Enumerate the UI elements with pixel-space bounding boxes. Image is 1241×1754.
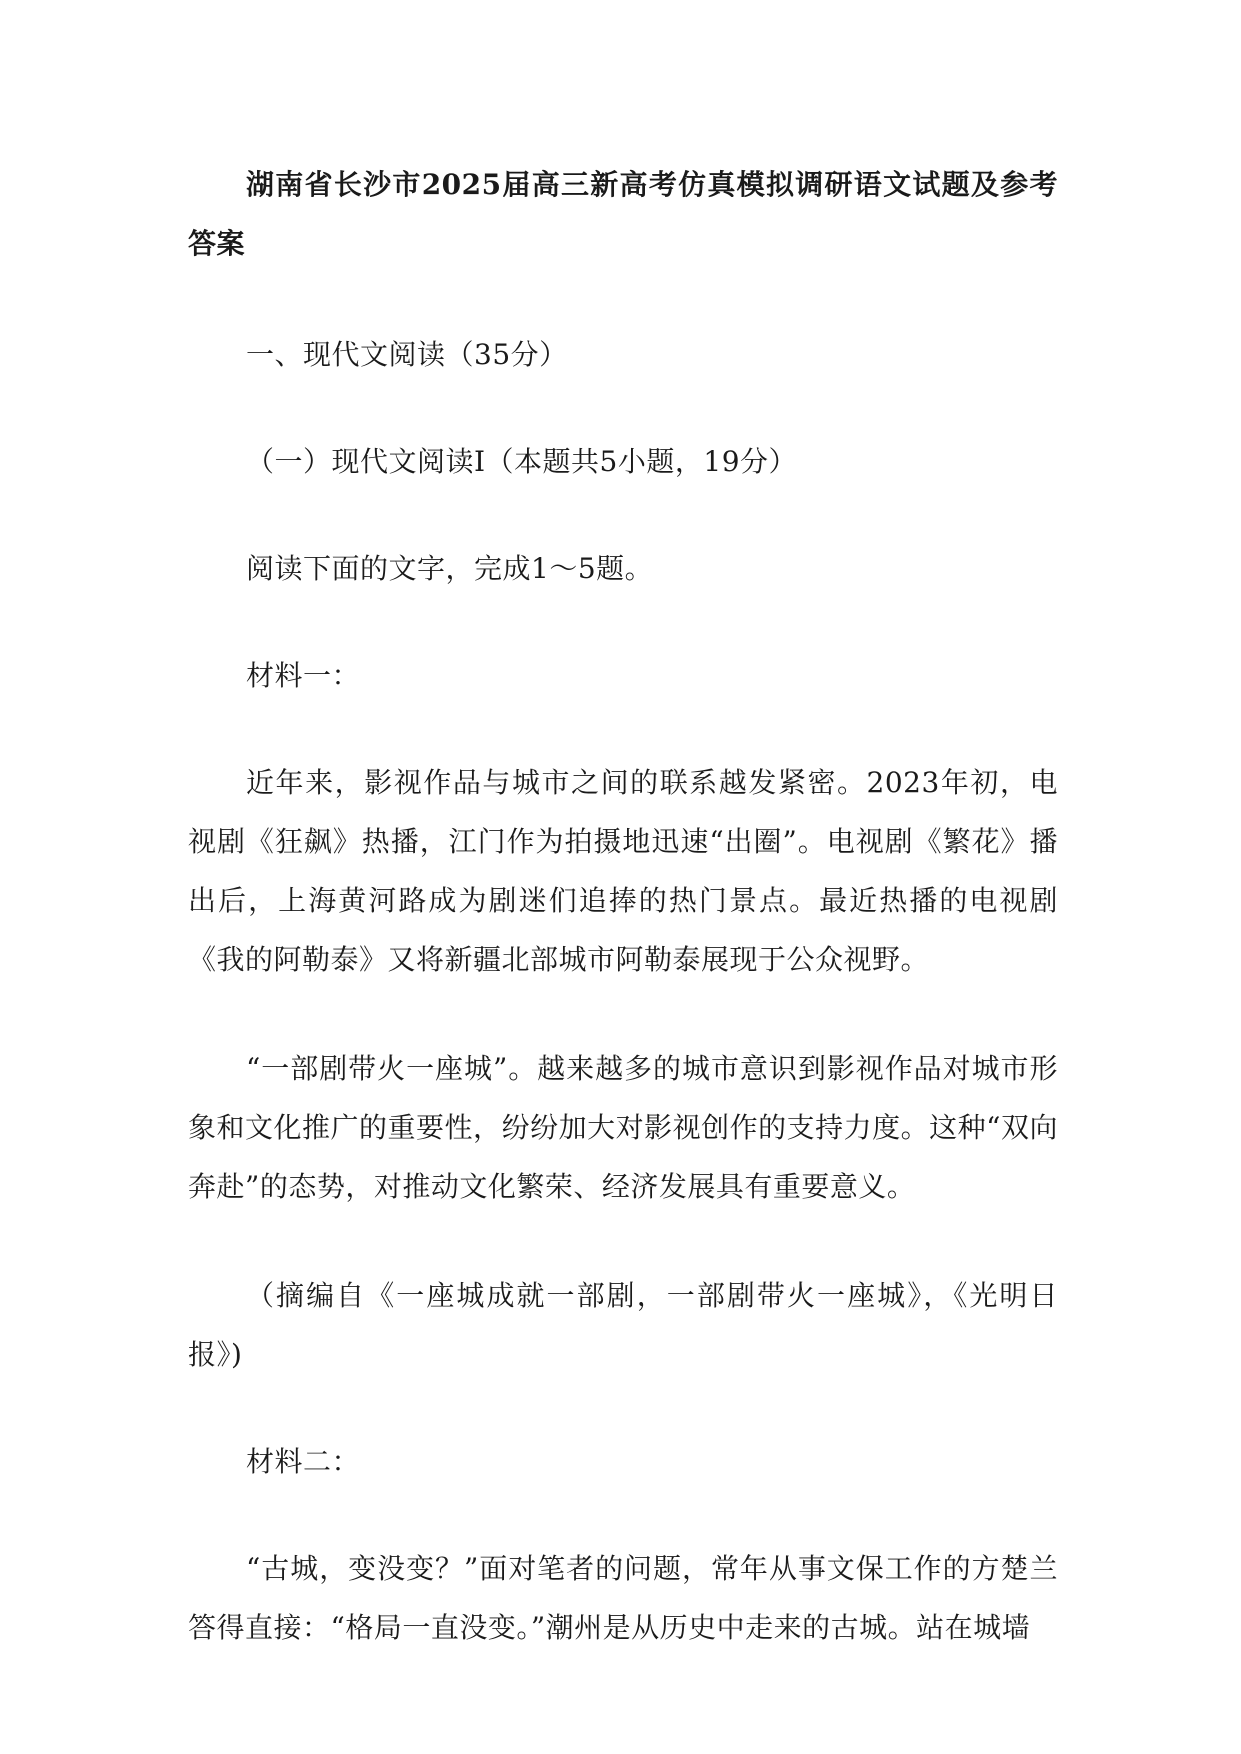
reading-instruction: 阅读下面的文字，完成1～5题。 — [246, 552, 654, 585]
material-one-paragraph-2: “一部剧带火一座城”。越来越多的城市意识到影视作品对城市形象和文化推广的重要性，纷纷加大对影视创作的支持力度。这种“双向奔赴”的态势，对推动文化繁荣、经济发展具有重要意义。 — [188, 1052, 1058, 1203]
subsection-heading: （一）现代文阅读Ⅰ（本题共5小题，19分） — [246, 445, 798, 478]
material-one-paragraph-1: 近年来，影视作品与城市之间的联系越发紧密。2023年初，电视剧《狂飙》热播，江门作为拍摄地迅速“出圈”。电视剧《繁花》播出后，上海黄河路成为剧迷们追捧的热门景点。最近热播的电视剧《我的阿勒泰》又将新疆北部城市阿勒泰展现于公众视野。 — [188, 766, 1058, 976]
document-body — [188, 155, 1058, 1657]
material-two-label: 材料二： — [246, 1445, 361, 1478]
material-two-paragraph-1: “古城，变没变？”面对笔者的问题，常年从事文保工作的方楚兰答得直接：“格局一直没变。”潮州是从历史中走来的古城。站在城墙 — [188, 1552, 1058, 1644]
material-one-label: 材料一： — [246, 659, 361, 692]
material-one-source: （摘编自《一座城成就一部剧，一部剧带火一座城》，《光明日报》) — [188, 1279, 1058, 1371]
section-heading: 一、现代文阅读（35分） — [246, 338, 568, 371]
document-title: 湖南省长沙市2025届高三新高考仿真模拟调研语文试题及参考答案 — [188, 168, 1058, 260]
